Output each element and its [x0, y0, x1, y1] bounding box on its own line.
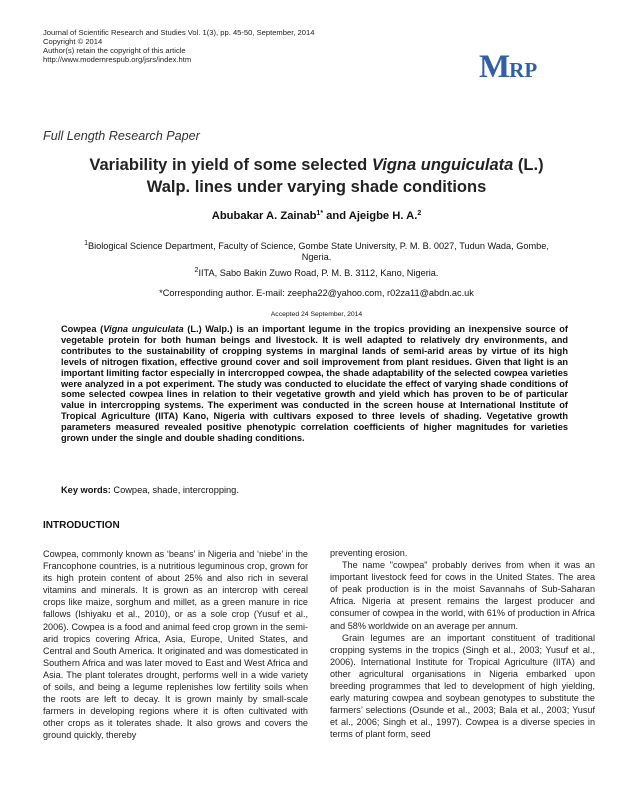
journal-url[interactable]: http://www.modernrespub.org/jsrs/index.htm [43, 55, 192, 64]
corresponding-author: *Corresponding author. E-mail: zeepha22@yahoo.com, r02za11@abdn.ac.uk [159, 288, 474, 298]
abstract [61, 324, 568, 444]
author-superscript: 1* [316, 210, 324, 217]
logo-letters-rp: RP [509, 58, 538, 82]
author-superscript: 2 [417, 210, 422, 217]
keywords-label: Key words: [61, 485, 111, 495]
section-heading-introduction: INTRODUCTION [43, 520, 120, 531]
affiliation-1 [30, 238, 603, 263]
keywords-text: Cowpea, shade, intercropping. [110, 485, 239, 495]
copyright-line: Copyright © 2014 [43, 37, 103, 46]
affiliation-superscript: 2 [194, 267, 199, 274]
paragraph: Grain legumes are an important constituent of traditional cropping systems in the tropics (Singh et al., 2003; Yusuf et al., 2006). International Institute for Tropical Agriculture (IITA) and other agricultural organisations in Nigeria embarked upon breeding programmes that led to development of high yielding, early maturing cowpea and soybean genotypes to substitute the farmers’ selections (Osunde et al., 2003; Bala et al., 2003; Yusuf et al., 2006; Singh et al., 1997). Cowpea is a diverse species in terms of plant form, seed [330, 632, 595, 740]
paper-title-line-2: Walp. lines under varying shade conditions [146, 178, 487, 196]
logo-letter-m: M [479, 49, 510, 85]
affiliation-text: IITA, Sabo Bakin Zuwo Road, P. M. B. 3112, Kano, Nigeria. [198, 268, 439, 278]
title-text: (L.) [513, 156, 544, 174]
journal-citation: Journal of Scientific Research and Studies Vol. 1(3), pp. 45-50, September, 2014 [43, 28, 315, 37]
paragraph: Cowpea, commonly known as ‘beans’ in Nigeria and ‘niebe’ in the Francophone countries, is a nutritious leguminous crop, grown for its high protein content of about 25% and also rich in several vitamins and minerals. It is grown as an intercrop with cereal crops like maize, sorghum and millet, as a green manure in rice fallows (Ishiyaku et al., 2010), or as a sole crop (Yusuf et al., 2006). Cowpea is a food and animal feed crop grown in the semi-arid tropics covering Africa, Asia, Europe, United States, and Central and South America. It originated and was domesticated in Southern Africa and was later moved to East and West Africa and Asia. The plant tolerates drought, performs well in a wide variety of soils, and being a legume replenishes low fertility soils when the roots are left to decay. It is grown mainly by small-scale farmers in developing regions where it is often cultivated with other crops as it tolerates shade. It also grows and covers the ground quickly, thereby [43, 549, 308, 741]
affiliation-text: Ngeria. [301, 252, 332, 262]
affiliation-superscript: 1 [84, 240, 88, 247]
author-list [30, 210, 603, 222]
journal-header [43, 28, 314, 64]
paragraph: preventing erosion. [330, 548, 408, 558]
abstract-text: Cowpea ( [61, 324, 104, 334]
paragraph: The name "cowpea" probably derives from when it was an important livestock feed for cows in the United States. The area of peak production is in the moist Savannahs of Sub-Saharan Africa. Nigeria at present remains the largest producer and consumer of cowpea in the world, with 61% of production in Africa and 58% worldwide on an average per annum. [330, 560, 595, 631]
paper-type: Full Length Research Paper [43, 129, 200, 143]
abstract-text: (L.) Walp.) is an important legume in the tropics providing an inexpensive source of vegetable protein for both human beings and livestock. It is well adapted to relatively dry environments, and contributes to the sustainability of cropping systems in marginal lands of semi-arid areas by virtue of its high levels of nitrogen fixation, effective ground cover and soil improvement from plant residues. Given that light is an important limiting factor especially in intercropped cowpea, the shade adaptability of the selected cowpea varieties were analyzed in a pot experiment. The study was conducted to elucidate the effect of varying shade conditions of some selected cowpea lines in relation to their vegetative growth and yield which has proven to be of particular value in intercropping systems. The experiment was conducted in the screen house at International Institute of Tropical Agriculture (IITA) Kano, Nigeria with cultivars exposed to three levels of shading. Vegetative growth parameters measured revealed positive phenotypic correlation coefficients of higher magnitudes for varieties grown under the single and double shading conditions. [61, 324, 568, 444]
affiliation-2 [30, 265, 603, 279]
body-column-left [43, 548, 308, 742]
body-column-right [330, 547, 595, 741]
keywords [61, 485, 239, 495]
accepted-date: Accepted 24 September, 2014 [270, 311, 363, 318]
author-name: and Ajeigbe H. A. [323, 210, 418, 222]
rights-line: Author(s) retain the copyright of this article [43, 46, 186, 55]
title-text: Variability in yield of some selected [89, 156, 372, 174]
affiliation-text: Biological Science Department, Faculty of Science, Gombe State University, P. M. B. 0027, Tudun Wada, Gombe, [87, 241, 549, 251]
author-name: Abubakar A. Zainab [211, 210, 317, 222]
abstract-species-name: Vigna unguiculata [103, 324, 184, 334]
title-species-name: Vigna unguiculata [371, 156, 514, 174]
paper-title-line-1 [30, 154, 603, 176]
publisher-logo [479, 49, 537, 86]
